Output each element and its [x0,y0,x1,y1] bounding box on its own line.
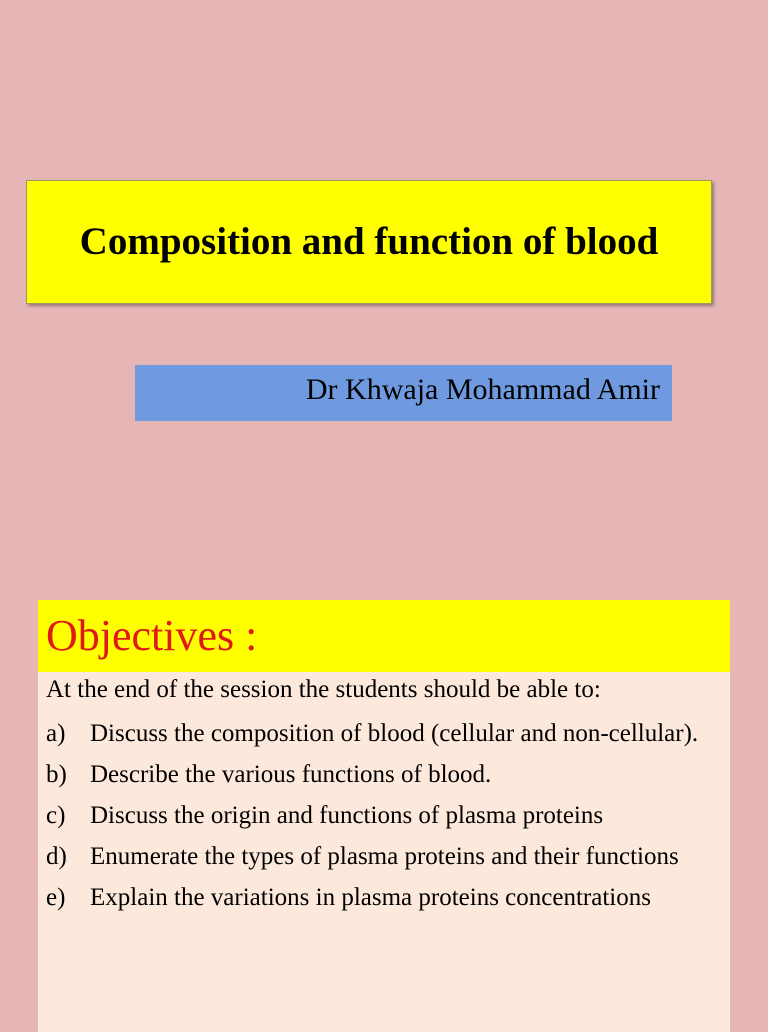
objectives-header [38,600,730,672]
title-banner [26,180,712,304]
author-banner [135,365,672,421]
objective-item [46,716,726,752]
objective-text: Discuss the composition of blood (cellular and non-cellular). [90,720,699,747]
objective-marker: b) [46,761,67,788]
objective-marker: d) [46,843,67,870]
objective-marker: e) [46,884,66,911]
objectives-body [38,672,730,1032]
objective-text: Explain the variations in plasma proteins concentrations [90,884,651,911]
objective-item [46,798,726,834]
objective-text: Enumerate the types of plasma proteins and their functions [90,843,679,870]
objective-text: Discuss the origin and functions of plasma proteins [90,802,604,829]
objective-marker: a) [46,720,66,747]
objective-item [46,757,726,793]
objective-item [46,839,726,875]
slide-title: Composition and function of blood [79,220,659,263]
objective-marker: c) [46,802,66,829]
author-name: Dr Khwaja Mohammad Amir [305,373,660,406]
objectives-intro: At the end of the session the students should be able to: [46,676,601,703]
objectives-heading: Objectives : [46,611,258,660]
objective-text: Describe the various functions of blood. [90,761,492,788]
objective-item [46,880,726,916]
objectives-list [46,716,726,921]
